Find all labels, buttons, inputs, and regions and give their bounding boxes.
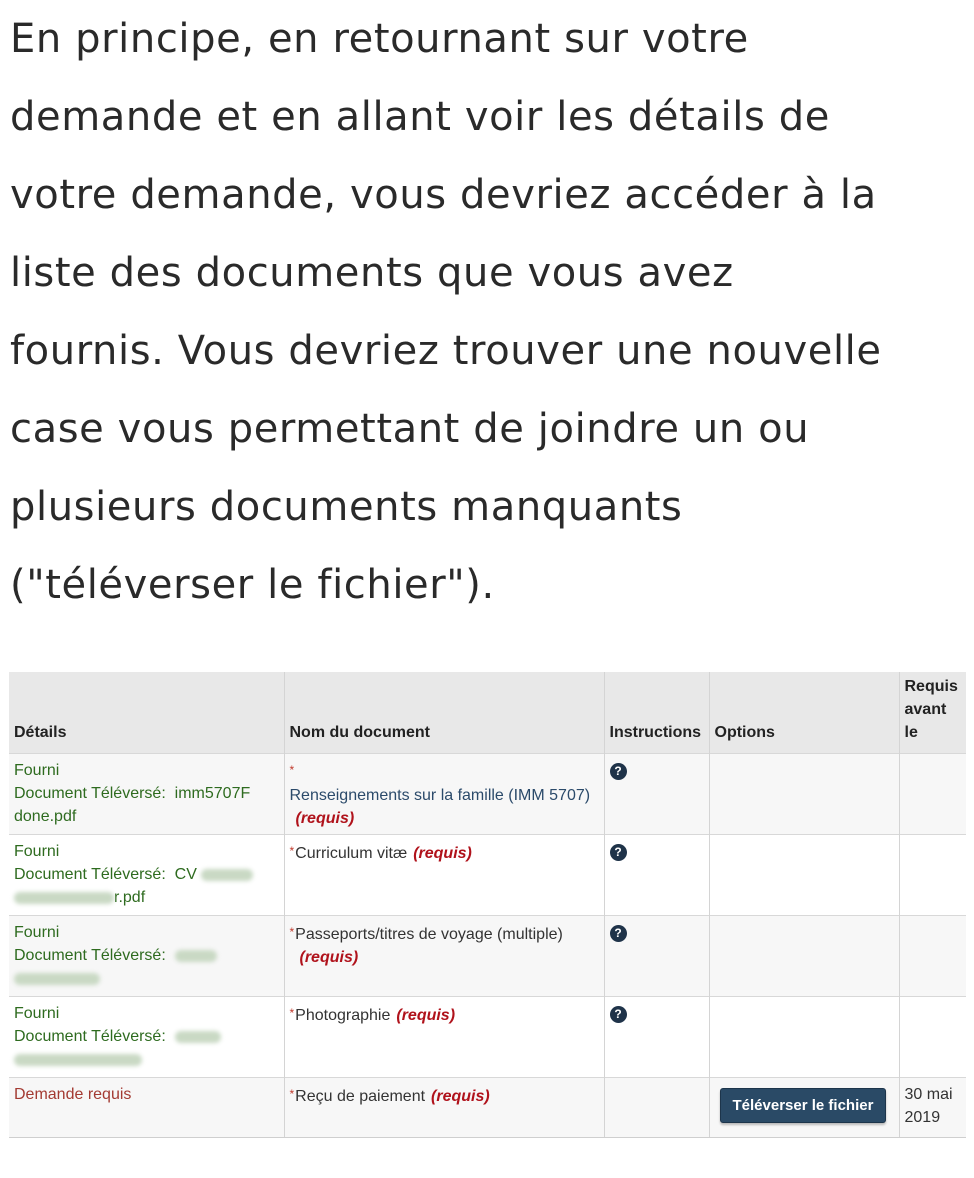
file-name-part: imm5707F <box>174 785 251 802</box>
instructions-cell <box>604 835 709 916</box>
intro-line: liste des documents que vous avez <box>10 250 734 296</box>
required-asterisk: * <box>289 1087 295 1101</box>
status-provided: Fourni <box>14 1005 60 1022</box>
table-row <box>9 1078 966 1138</box>
intro-line: plusieurs documents manquants <box>10 484 683 530</box>
required-asterisk: * <box>289 763 295 777</box>
options-cell <box>709 916 899 997</box>
header-required-before <box>899 672 966 754</box>
redacted-filename <box>175 950 217 962</box>
required-asterisk: * <box>289 844 295 858</box>
file-name-part: r.pdf <box>114 889 146 906</box>
header-document-name: Nom du document <box>284 672 604 754</box>
due-date-day: 30 mai <box>904 1086 953 1103</box>
document-name: Photographie <box>295 1007 391 1024</box>
intro-line: case vous permettant de joindre un ou <box>10 406 810 452</box>
due-date-cell <box>899 754 966 835</box>
details-cell <box>9 916 284 997</box>
required-marker: (requis) <box>396 1007 456 1024</box>
status-provided: Fourni <box>14 843 60 860</box>
table-row <box>9 754 966 835</box>
uploaded-label: Document Téléversé: <box>14 947 166 964</box>
uploaded-label: Document Téléversé: <box>14 785 166 802</box>
uploaded-document <box>14 782 279 828</box>
details-cell <box>9 1078 284 1138</box>
uploaded-document <box>14 1025 279 1071</box>
intro-line: demande et en allant voir les détails de <box>10 94 830 140</box>
uploaded-label: Document Téléversé: <box>14 1028 166 1045</box>
options-cell <box>709 835 899 916</box>
due-date-year: 2019 <box>904 1109 941 1126</box>
status-required: Demande requis <box>14 1086 132 1103</box>
intro-paragraph <box>10 0 965 624</box>
due-date-cell <box>899 916 966 997</box>
help-icon[interactable]: ? <box>610 763 627 780</box>
details-cell <box>9 754 284 835</box>
document-name: Curriculum vitæ <box>295 845 408 862</box>
document-name-cell <box>284 835 604 916</box>
document-name: Passeports/titres de voyage (multiple) <box>295 926 563 943</box>
intro-line: votre demande, vous devriez accéder à la <box>10 172 877 218</box>
documents-table <box>9 672 966 1138</box>
header-options: Options <box>709 672 899 754</box>
instructions-cell <box>604 997 709 1078</box>
header-required-before-line: Requis <box>904 678 958 695</box>
document-name-cell <box>284 1078 604 1138</box>
due-date-cell <box>899 997 966 1078</box>
document-name-cell <box>284 997 604 1078</box>
document-name: Reçu de paiement <box>295 1088 426 1105</box>
document-name-cell <box>284 754 604 835</box>
options-cell <box>709 1078 899 1138</box>
table-header-row <box>9 672 966 754</box>
details-cell <box>9 835 284 916</box>
options-cell <box>709 754 899 835</box>
intro-line: ("téléverser le fichier"). <box>10 562 495 608</box>
header-required-before-line: avant <box>904 701 947 718</box>
uploaded-label: Document Téléversé: <box>14 866 166 883</box>
redacted-filename <box>175 1031 221 1043</box>
required-asterisk: * <box>289 925 295 939</box>
redacted-filename <box>201 869 253 881</box>
required-asterisk: * <box>289 1006 295 1020</box>
instructions-cell <box>604 754 709 835</box>
document-name-link[interactable]: Renseignements sur la famille (IMM 5707) <box>289 787 591 804</box>
intro-line: fournis. Vous devriez trouver une nouvelle <box>10 328 882 374</box>
required-marker: (requis) <box>431 1088 490 1105</box>
required-marker: (requis) <box>299 949 359 966</box>
file-name-part: CV <box>174 866 197 883</box>
redacted-filename <box>14 973 100 985</box>
instructions-cell <box>604 1078 709 1138</box>
due-date-cell <box>899 835 966 916</box>
header-details: Détails <box>9 672 284 754</box>
redacted-filename <box>14 1054 142 1066</box>
intro-line: En principe, en retournant sur votre <box>10 16 749 62</box>
file-name-part: done.pdf <box>14 808 77 825</box>
required-marker: (requis) <box>295 810 355 827</box>
document-name-cell <box>284 916 604 997</box>
required-marker: (requis) <box>413 845 472 862</box>
details-cell <box>9 997 284 1078</box>
uploaded-document <box>14 944 279 990</box>
status-provided: Fourni <box>14 924 60 941</box>
options-cell <box>709 997 899 1078</box>
table-row <box>9 916 966 997</box>
help-icon[interactable]: ? <box>610 925 627 942</box>
help-icon[interactable]: ? <box>610 844 627 861</box>
help-icon[interactable]: ? <box>610 1006 627 1023</box>
upload-file-button[interactable]: Téléverser le fichier <box>720 1088 887 1123</box>
table-row <box>9 835 966 916</box>
instructions-cell <box>604 916 709 997</box>
status-provided: Fourni <box>14 762 60 779</box>
header-required-before-line: le <box>904 724 918 741</box>
due-date-cell <box>899 1078 966 1138</box>
redacted-filename <box>14 892 114 904</box>
uploaded-document <box>14 863 279 909</box>
header-instructions: Instructions <box>604 672 709 754</box>
table-row <box>9 997 966 1078</box>
